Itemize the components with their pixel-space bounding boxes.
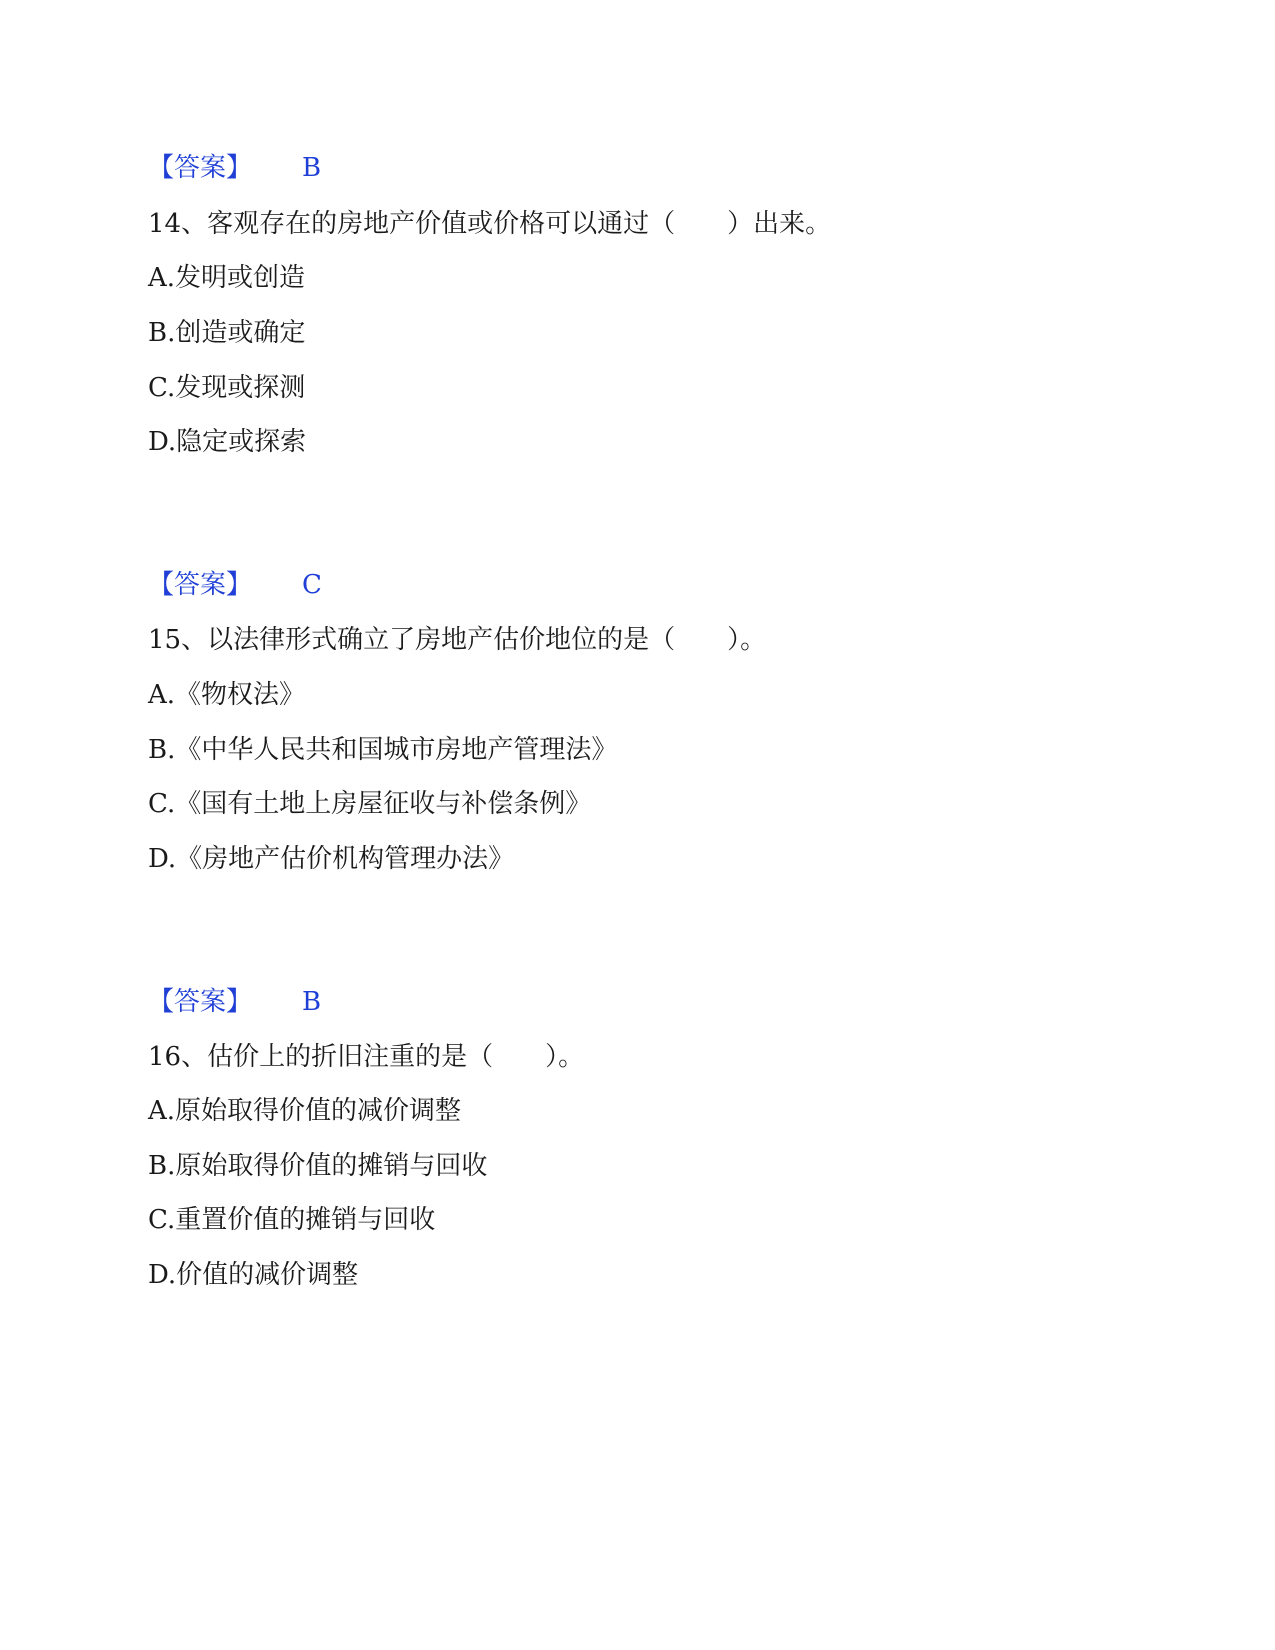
answer-label: 【答案】 bbox=[148, 570, 253, 600]
question-14-option-d: D.隐定或探索 bbox=[148, 427, 307, 457]
question-14-option-c: C.发现或探测 bbox=[148, 373, 306, 403]
question-15-option-a: A.《物权法》 bbox=[148, 680, 306, 710]
question-14-option-b: B.创造或确定 bbox=[148, 318, 306, 348]
question-15-stem: 15、以法律形式确立了房地产估价地位的是（ ）。 bbox=[148, 625, 767, 655]
answer-label: 【答案】 bbox=[148, 987, 253, 1017]
answer-line-13 bbox=[148, 151, 321, 185]
question-16-option-d: D.价值的减价调整 bbox=[148, 1260, 359, 1290]
question-15-option-b: B.《中华人民共和国城市房地产管理法》 bbox=[148, 735, 618, 765]
question-15-option-d: D.《房地产估价机构管理办法》 bbox=[148, 844, 515, 874]
question-16-option-c: C.重置价值的摊销与回收 bbox=[148, 1205, 436, 1235]
answer-label: 【答案】 bbox=[148, 153, 253, 183]
answer-value: B bbox=[302, 153, 322, 183]
question-14-stem: 14、客观存在的房地产价值或价格可以通过（ ）出来。 bbox=[148, 209, 832, 239]
question-16-option-a: A.原始取得价值的减价调整 bbox=[148, 1096, 462, 1126]
answer-value: C bbox=[302, 570, 322, 600]
question-15-option-c: C.《国有土地上房屋征收与补偿条例》 bbox=[148, 789, 592, 819]
question-16-stem: 16、估价上的折旧注重的是（ ）。 bbox=[148, 1042, 585, 1072]
answer-line-15 bbox=[148, 985, 321, 1019]
question-14-option-a: A.发明或创造 bbox=[148, 263, 306, 293]
answer-value: B bbox=[302, 987, 322, 1017]
answer-line-14 bbox=[148, 568, 322, 602]
question-16-option-b: B.原始取得价值的摊销与回收 bbox=[148, 1151, 488, 1181]
